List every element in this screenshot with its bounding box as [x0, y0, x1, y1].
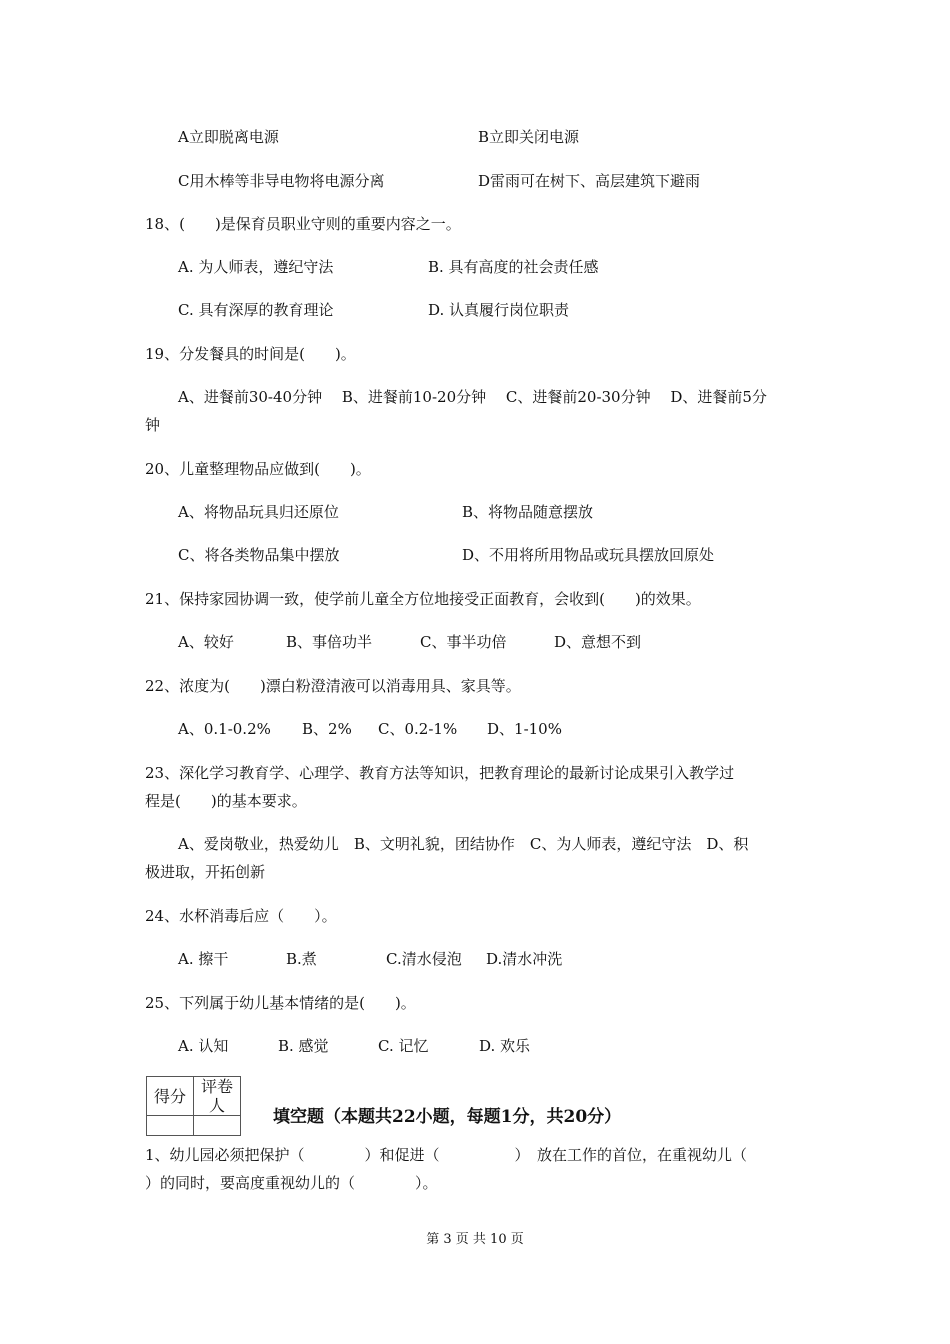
score-table	[146, 1076, 241, 1136]
q21-stem: 21、保持家园协调一致，使学前儿童全方位地接受正面教育，会收到( )的效果。	[145, 590, 701, 608]
q22-stem: 22、浓度为( )漂白粉澄清液可以消毒用具、家具等。	[145, 677, 521, 695]
q18-option-a: A. 为人师表，遵纪守法	[178, 258, 334, 276]
q22-option-c: C、0.2-1%	[378, 720, 458, 738]
q23-options-line1: A、爱岗敬业，热爱幼儿 B、文明礼貌，团结协作 C、为人师表，遵纪守法 D、积	[178, 835, 749, 853]
q24-option-b: B.煮	[286, 950, 317, 968]
q21-option-d: D、意想不到	[554, 633, 642, 651]
q22-option-a: A、0.1-0.2%	[178, 720, 271, 738]
q18-option-b: B. 具有高度的社会责任感	[428, 258, 599, 276]
q20-option-a: A、将物品玩具归还原位	[178, 503, 339, 521]
q17-option-c: C用木棒等非导电物将电源分离	[178, 172, 385, 190]
q21-option-b: B、事倍功半	[286, 633, 373, 651]
section-title: 填空题（本题共22小题，每题1分，共20分）	[273, 1107, 622, 1127]
q25-stem: 25、下列属于幼儿基本情绪的是( )。	[145, 994, 416, 1012]
q22-option-d: D、1-10%	[487, 720, 562, 738]
q24-option-a: A. 擦干	[178, 950, 229, 968]
q20-option-c: C、将各类物品集中摆放	[178, 546, 340, 564]
q24-option-c: C.清水侵泡	[386, 950, 462, 968]
q20-option-b: B、将物品随意摆放	[462, 503, 594, 521]
q19-options-line1: A、进餐前30-40分钟 B、进餐前10-20分钟 C、进餐前20-30分钟 D、进餐前5分	[178, 388, 767, 406]
q25-option-d: D. 欢乐	[479, 1037, 531, 1055]
score-cell-grader	[194, 1116, 241, 1136]
q23-stem-line2: 程是( )的基本要求。	[145, 792, 307, 810]
q25-option-a: A. 认知	[178, 1037, 229, 1055]
score-cell-score	[147, 1116, 194, 1136]
q18-option-d: D. 认真履行岗位职责	[428, 301, 570, 319]
q25-option-b: B. 感觉	[278, 1037, 329, 1055]
q18-stem: 18、( )是保育员职业守则的重要内容之一。	[145, 215, 461, 233]
q23-stem-line1: 23、深化学习教育学、心理学、教育方法等知识，把教育理论的最新讨论成果引入教学过	[145, 764, 735, 782]
q20-option-d: D、不用将所用物品或玩具摆放回原处	[462, 546, 715, 564]
q17-option-a: A立即脱离电源	[178, 128, 279, 146]
q19-stem: 19、分发餐具的时间是( )。	[145, 345, 356, 363]
q23-options-line2: 极进取，开拓创新	[145, 863, 266, 881]
page-footer: 第 3 页 共 10 页	[426, 1232, 524, 1247]
fill1-line2: ）的同时，要高度重视幼儿的（ ）。	[145, 1174, 438, 1192]
q17-option-b: B立即关闭电源	[478, 128, 580, 146]
q17-option-d: D雷雨可在树下、高层建筑下避雨	[478, 172, 701, 190]
q22-option-b: B、2%	[302, 720, 352, 738]
score-header-score: 得分	[147, 1077, 194, 1116]
fill1-line1: 1、幼儿园必须把保护（ ）和促进（ ） 放在工作的首位，在重视幼儿（	[145, 1146, 748, 1164]
q25-option-c: C. 记忆	[378, 1037, 429, 1055]
q20-stem: 20、儿童整理物品应做到( )。	[145, 460, 371, 478]
q24-stem: 24、水杯消毒后应（ ）。	[145, 907, 337, 925]
q19-options-line2: 钟	[145, 416, 161, 434]
q24-option-d: D.清水冲洗	[486, 950, 563, 968]
q21-option-a: A、较好	[178, 633, 234, 651]
q21-option-c: C、事半功倍	[420, 633, 507, 651]
score-header-grader: 评卷人	[194, 1077, 241, 1116]
q18-option-c: C. 具有深厚的教育理论	[178, 301, 334, 319]
